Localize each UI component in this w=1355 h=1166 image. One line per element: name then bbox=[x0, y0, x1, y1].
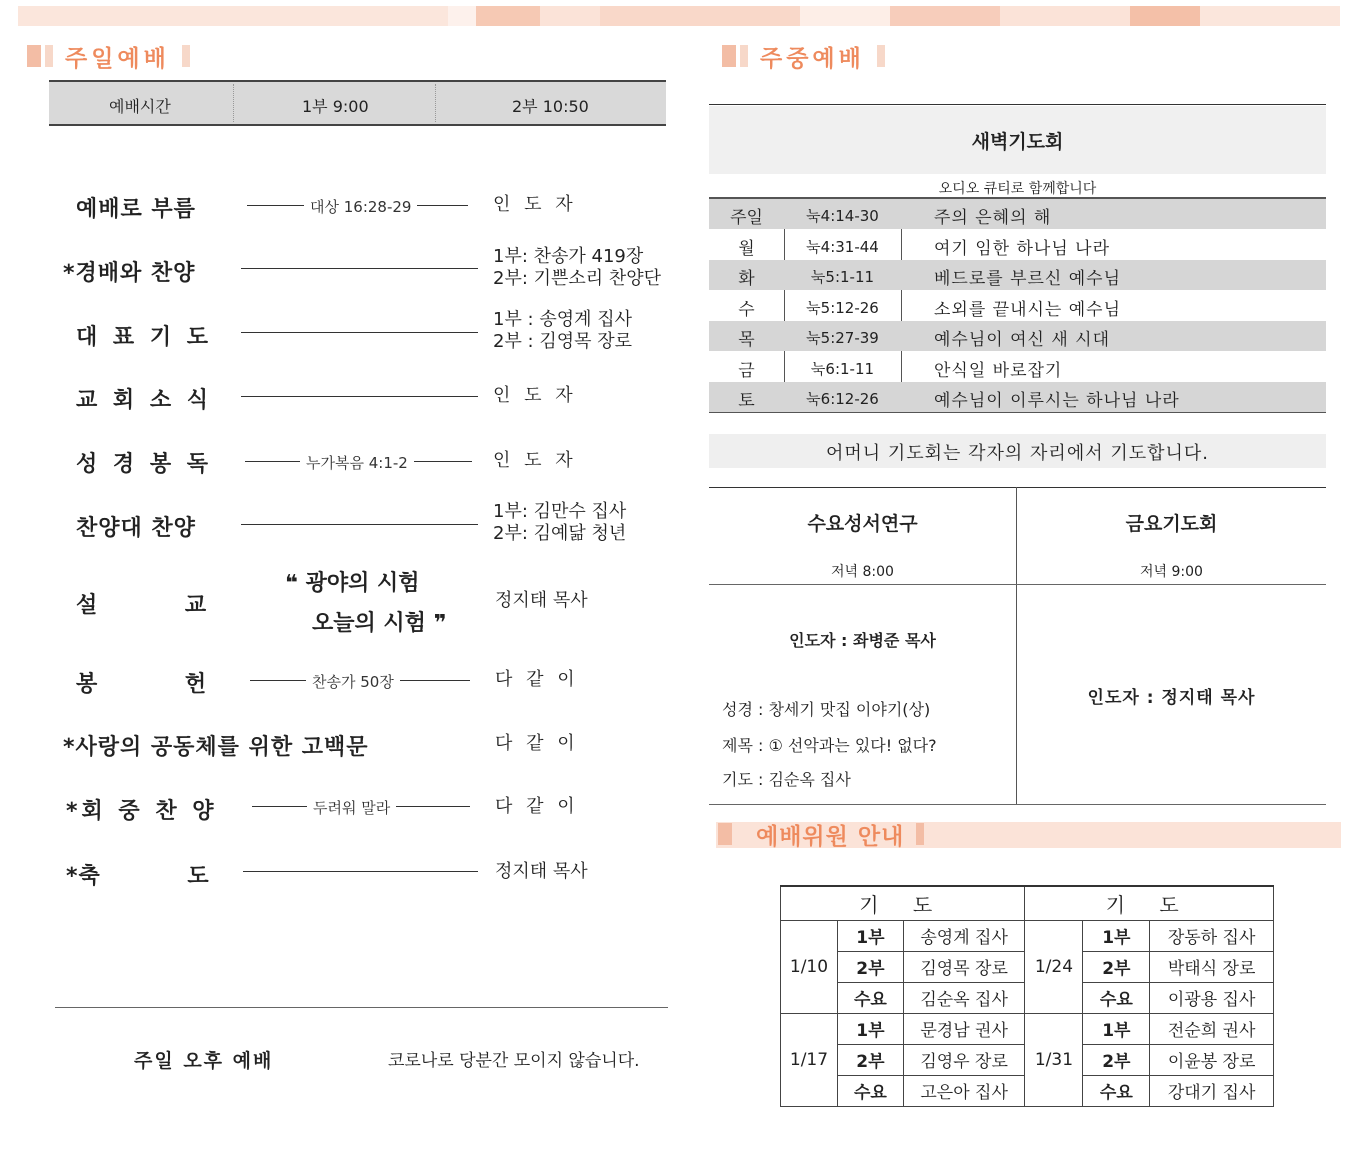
midweek-bottom-rule bbox=[709, 804, 1326, 805]
wednesday-subject: 제목 : ① 선악과는 있다! 없다? bbox=[722, 736, 937, 755]
roles-date: 1/31 bbox=[1025, 1013, 1083, 1106]
roles-header-left: 기 도 bbox=[781, 886, 1025, 920]
order-right: 다 같 이 bbox=[495, 669, 579, 690]
order-title: 성 경 봉 독 bbox=[76, 452, 212, 477]
roles-slot: 수요 bbox=[837, 982, 903, 1013]
order-leader-line bbox=[241, 268, 478, 269]
dawn-day: 목 bbox=[738, 330, 755, 350]
order-right-line2: 2부: 기쁜소리 찬양단 bbox=[493, 268, 662, 289]
dawn-row bbox=[709, 230, 1326, 260]
midweek-top-rule bbox=[709, 487, 1326, 488]
order-leader-line bbox=[241, 524, 478, 525]
dawn-topic: 베드로를 부르신 예수님 bbox=[934, 269, 1122, 289]
roles-slot: 2부 bbox=[1083, 951, 1150, 982]
roles-name: 김순옥 집사 bbox=[903, 982, 1025, 1013]
order-right-line2: 2부: 김예닮 청년 bbox=[493, 523, 627, 544]
roles-name: 전순희 권사 bbox=[1150, 1013, 1274, 1044]
dawn-ref: 눅4:14-30 bbox=[806, 207, 879, 225]
order-right: 인 도 자 bbox=[493, 450, 577, 471]
order-right: 인 도 자 bbox=[493, 385, 577, 406]
dawn-day: 월 bbox=[738, 239, 755, 259]
dawn-ref: 눅5:1-11 bbox=[810, 268, 875, 286]
dawn-ref: 눅6:1-11 bbox=[810, 360, 875, 378]
wednesday-study-leader: 인도자 : 좌병준 목사 bbox=[789, 631, 936, 650]
roles-name: 문경남 권사 bbox=[903, 1013, 1025, 1044]
roles-slot: 수요 bbox=[837, 1075, 903, 1106]
wednesday-study-time: 저녁 8:00 bbox=[831, 564, 894, 580]
roles-slot: 수요 bbox=[1083, 1075, 1150, 1106]
order-right bbox=[493, 309, 632, 353]
roles-slot: 1부 bbox=[1083, 1013, 1150, 1044]
dawn-topic: 주의 은혜의 해 bbox=[934, 208, 1052, 228]
roles-slot: 2부 bbox=[837, 1044, 903, 1075]
roles-name: 이윤봉 장로 bbox=[1150, 1044, 1274, 1075]
order-scripture: 누가복음 4:1-2 bbox=[300, 452, 414, 473]
roles-slot: 2부 bbox=[1083, 1044, 1150, 1075]
roles-section-title: 예배위원 안내 bbox=[756, 823, 905, 850]
sunday-section-header bbox=[27, 42, 190, 70]
roles-date: 1/17 bbox=[781, 1013, 838, 1106]
second-service-time: 2부 10:50 bbox=[512, 97, 589, 116]
roles-header-right: 기 도 bbox=[1025, 886, 1274, 920]
order-title: *회 중 찬 양 bbox=[66, 799, 218, 824]
friday-prayer-title: 금요기도회 bbox=[1125, 513, 1218, 535]
order-right bbox=[493, 501, 626, 545]
order-right: 정지태 목사 bbox=[495, 861, 588, 882]
order-right: 다 같 이 bbox=[495, 796, 579, 817]
afternoon-service-note: 코로나로 당분간 모이지 않습니다. bbox=[388, 1051, 640, 1071]
roles-name: 김영우 장로 bbox=[903, 1044, 1025, 1075]
order-title: *사랑의 공동체를 위한 고백문 bbox=[63, 735, 369, 760]
dawn-top-rule bbox=[709, 104, 1326, 105]
roles-slot: 2부 bbox=[837, 951, 903, 982]
dawn-prayer-subtitle: 오디오 큐티로 함께합니다 bbox=[938, 181, 1097, 197]
order-scripture: 찬송가 50장 bbox=[306, 671, 400, 692]
roles-name: 강대기 집사 bbox=[1150, 1075, 1274, 1106]
dawn-topic: 예수님이 여신 새 시대 bbox=[934, 330, 1111, 350]
dawn-row bbox=[709, 260, 1326, 290]
roles-slot: 1부 bbox=[837, 1013, 903, 1044]
order-right-line1: 1부: 김만수 집사 bbox=[493, 501, 627, 522]
roles-name: 김영목 장로 bbox=[903, 951, 1025, 982]
order-title: 예배로 부름 bbox=[76, 197, 196, 222]
sunday-section-title: 주일예배 bbox=[65, 45, 170, 72]
dawn-topic: 여기 임한 하나님 나라 bbox=[934, 239, 1111, 259]
afternoon-divider bbox=[55, 1007, 668, 1008]
roles-slot: 수요 bbox=[1083, 982, 1150, 1013]
sermon-title-line2: 오늘의 시험 ❞ bbox=[312, 611, 447, 636]
first-service-time: 1부 9:00 bbox=[302, 97, 369, 116]
wednesday-prayer: 기도 : 김순옥 집사 bbox=[722, 770, 851, 789]
midweek-mid-rule bbox=[709, 584, 1326, 585]
order-right: 인 도 자 bbox=[493, 194, 577, 215]
order-right bbox=[493, 246, 661, 290]
dawn-ref: 눅5:12-26 bbox=[806, 299, 879, 317]
dawn-topic: 안식일 바로잡기 bbox=[934, 361, 1063, 381]
roles-section-header bbox=[718, 820, 924, 848]
dawn-day: 주일 bbox=[730, 208, 763, 228]
order-title: *축 도 bbox=[66, 864, 210, 889]
weekday-section-title: 주중예배 bbox=[760, 45, 865, 72]
friday-prayer-leader: 인도자 : 정지태 목사 bbox=[1087, 688, 1256, 708]
dawn-day: 토 bbox=[738, 391, 755, 411]
dawn-topic: 예수님이 이루시는 하나님 나라 bbox=[934, 391, 1180, 411]
roles-name: 장동하 집사 bbox=[1150, 920, 1274, 951]
order-leader-line bbox=[241, 396, 478, 397]
order-right-line1: 1부: 찬송가 419장 bbox=[493, 246, 644, 267]
roles-date: 1/10 bbox=[781, 920, 838, 1013]
roles-date: 1/24 bbox=[1025, 920, 1083, 1013]
dawn-day: 수 bbox=[738, 300, 755, 320]
roles-slot: 1부 bbox=[837, 920, 903, 951]
roles-name: 고은아 집사 bbox=[903, 1075, 1025, 1106]
order-scripture: 두려워 말라 bbox=[307, 797, 396, 818]
order-right-line1: 1부 : 송영계 집사 bbox=[493, 309, 633, 330]
roles-name: 이광용 집사 bbox=[1150, 982, 1274, 1013]
order-title: 대 표 기 도 bbox=[76, 325, 212, 350]
dawn-ref: 눅5:27-39 bbox=[806, 329, 879, 347]
order-right: 다 같 이 bbox=[495, 733, 579, 754]
order-title: *경배와 찬양 bbox=[63, 261, 196, 286]
dawn-row bbox=[709, 291, 1326, 321]
wednesday-scripture: 성경 : 창세기 맛집 이야기(상) bbox=[722, 700, 931, 719]
dawn-row bbox=[709, 199, 1326, 229]
service-time-bar bbox=[49, 80, 666, 126]
roles-slot: 1부 bbox=[1083, 920, 1150, 951]
mothers-prayer-note: 어머니 기도회는 각자의 자리에서 기도합니다. bbox=[826, 443, 1209, 464]
dawn-prayer-title: 새벽기도회 bbox=[971, 131, 1064, 153]
roles-name: 박태식 장로 bbox=[1150, 951, 1274, 982]
top-decorative-band bbox=[0, 0, 1355, 28]
order-leader-line bbox=[243, 871, 478, 872]
order-right-line2: 2부 : 김영목 장로 bbox=[493, 331, 633, 352]
order-title: 설 교 bbox=[76, 593, 208, 618]
order-title: 봉 헌 bbox=[76, 672, 208, 697]
service-time-label: 예배시간 bbox=[109, 97, 171, 116]
order-title: 교 회 소 식 bbox=[76, 388, 212, 413]
order-right: 정지태 목사 bbox=[495, 590, 588, 611]
friday-prayer-time: 저녁 9:00 bbox=[1140, 564, 1203, 580]
dawn-day: 화 bbox=[738, 269, 755, 289]
wednesday-study-title: 수요성서연구 bbox=[807, 513, 918, 535]
dawn-row bbox=[709, 382, 1326, 412]
dawn-topic: 소외를 끝내시는 예수님 bbox=[934, 300, 1122, 320]
dawn-ref: 눅6:12-26 bbox=[806, 390, 879, 408]
weekday-section-header bbox=[722, 42, 885, 70]
order-leader-line bbox=[241, 332, 478, 333]
roles-name: 송영계 집사 bbox=[903, 920, 1025, 951]
sermon-title-line1: ❝ 광야의 시험 bbox=[285, 571, 420, 596]
dawn-day: 금 bbox=[738, 361, 755, 381]
dawn-row bbox=[709, 352, 1326, 382]
dawn-ref: 눅4:31-44 bbox=[806, 238, 879, 256]
order-scripture: 대상 16:28-29 bbox=[304, 196, 417, 217]
dawn-row bbox=[709, 321, 1326, 351]
afternoon-service-label: 주일 오후 예배 bbox=[134, 1050, 274, 1072]
worship-roles-table bbox=[780, 885, 1274, 1107]
order-title: 찬양대 찬양 bbox=[76, 516, 196, 541]
